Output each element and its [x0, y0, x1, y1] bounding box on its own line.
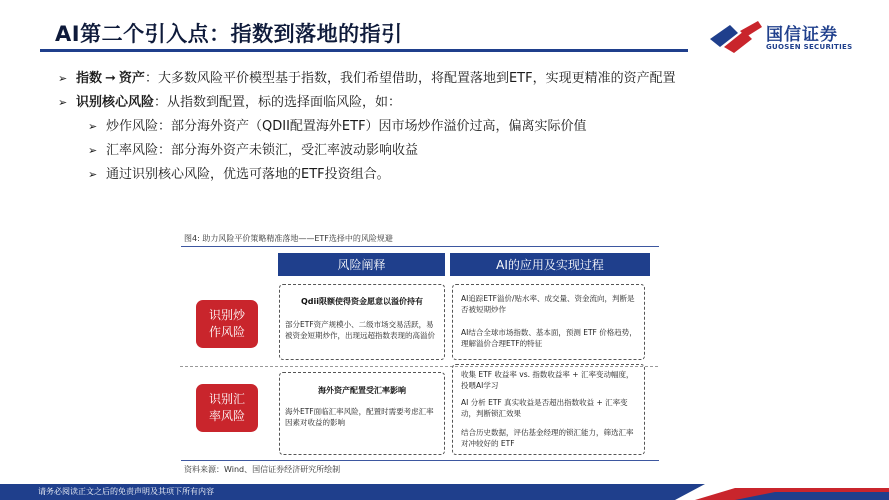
risk-explain-box-fx — [279, 372, 445, 455]
right-arrow-icon: ➞ — [105, 71, 116, 86]
row-label-fx-risk: 识别汇率风险 — [196, 384, 258, 432]
logo-mark-icon — [708, 19, 766, 55]
risk-title: 海外资产配置受汇率影响 — [318, 386, 406, 395]
bullet-text: ：从指数到配置，标的选择面临风险，如： — [154, 95, 402, 110]
bullet-index-to-asset — [58, 70, 858, 94]
bullet-list — [58, 70, 858, 190]
ai-point: AI 分析 ETF 真实收益是否超出指数收益 + 汇率变动，判断锁汇效果 — [461, 398, 628, 418]
bullet-lead-2: 资产 — [118, 71, 145, 86]
column-header-ai: AI的应用及实现过程 — [450, 253, 650, 276]
footer-decoration-icon — [675, 484, 889, 500]
ai-process-box-hype — [452, 284, 645, 360]
row-label-hype-risk: 识别炒作风险 — [196, 300, 258, 348]
title-underline — [40, 49, 688, 52]
ai-point: AI追踪ETF溢价/贴水率、成交量、资金流向，判断是否被短期炒作 — [461, 294, 635, 314]
ai-process-box-fx — [452, 364, 645, 455]
ai-point: 结合历史数据，评估基金经理的锁汇能力，筛选汇率对冲较好的 ETF — [461, 428, 634, 448]
bullet-text: 汇率风险：部分海外资产未锁汇，受汇率波动影响收益 — [106, 143, 419, 158]
risk-explain-box-hype — [279, 284, 445, 360]
bullet-text: 炒作风险：部分海外资产（QDII配置海外ETF）因市场炒作溢价过高，偏离实际价值 — [106, 119, 587, 134]
bullet-hype-risk — [88, 118, 858, 142]
bullet-arrow-icon: ➢ — [88, 168, 98, 181]
bullet-text: 通过识别核心风险，优选可落地的ETF投资组合。 — [106, 167, 390, 182]
page-title: AI第二个引入点：指数到落地的指引 — [55, 22, 403, 46]
bullet-portfolio — [88, 166, 858, 190]
ai-point: AI结合全球市场指数、基本面，预测 ETF 价格趋势，理解溢价合理ETF的特征 — [461, 328, 637, 348]
figure-bottom-rule — [181, 460, 659, 461]
bullet-text: ：大多数风险平价模型基于指数，我们希望借助，将配置落地到ETF，实现更精准的资产配置 — [144, 71, 676, 86]
figure-caption: 图4: 助力风险平价策略精准落地——ETF选择中的风险规避 — [184, 234, 393, 243]
risk-description: 部分ETF资产规模小、二级市场交易活跃，易被资金短期炒作，出现远超指数表现的高溢价 — [285, 320, 435, 340]
bullet-arrow-icon: ➢ — [58, 96, 68, 109]
company-logo — [708, 17, 858, 57]
column-header-risk: 风险阐释 — [278, 253, 445, 276]
risk-description: 海外ETF面临汇率风险，配置时需要考虑汇率因素对收益的影响 — [285, 407, 434, 427]
footer-disclaimer: 请务必阅读正文之后的免责声明及其项下所有内容 — [38, 487, 214, 496]
bullet-arrow-icon: ➢ — [88, 144, 98, 157]
figure-top-rule — [181, 246, 659, 247]
logo-chinese-name: 国信证券 — [766, 25, 838, 45]
risk-title: Qdii限额使得资金愿意以溢价持有 — [300, 297, 423, 306]
bullet-lead: 指数 — [76, 71, 103, 86]
bullet-lead: 识别核心风险 — [76, 95, 155, 110]
logo-english-name: GUOSEN SECURITIES — [766, 43, 853, 51]
bullet-core-risk — [58, 94, 858, 118]
bullet-arrow-icon: ➢ — [88, 120, 98, 133]
bullet-fx-risk — [88, 142, 858, 166]
figure-source: 资料来源：Wind、国信证券经济研究所绘制 — [184, 465, 341, 474]
bullet-arrow-icon: ➢ — [58, 72, 68, 85]
ai-point: 收集 ETF 收益率 vs. 指数收益率 + 汇率变动幅度，投喂AI学习 — [461, 370, 634, 390]
